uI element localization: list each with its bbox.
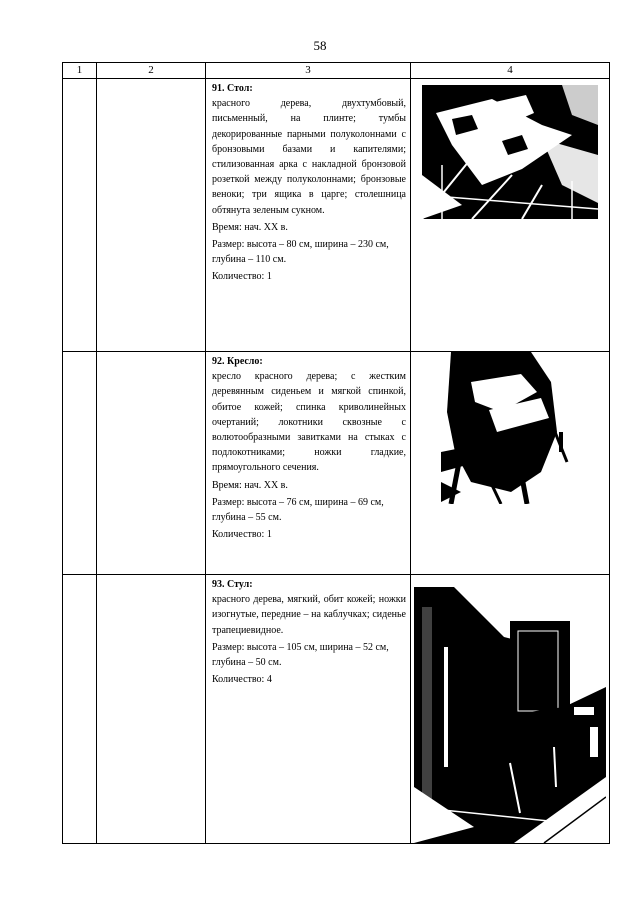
catalog-table: [62, 62, 610, 844]
item-quantity: Количество: 1: [212, 529, 272, 541]
description-cell: [206, 575, 411, 844]
item-time: Время: нач. XX в.: [212, 221, 288, 233]
item-size: Размер: высота – 105 см, ширина – 52 см, глубина – 50 см.: [212, 641, 389, 668]
item-size: Размер: высота – 76 см, ширина – 69 см, глубина – 55 см.: [212, 496, 384, 523]
armchair-photo: [441, 352, 591, 504]
cell-empty: [97, 575, 206, 844]
photo-cell: [411, 352, 610, 575]
item-title: 91. Стол:: [212, 83, 253, 94]
description-cell: [206, 79, 411, 352]
cell-number: [63, 79, 97, 352]
page-number: 58: [313, 38, 327, 53]
table-row: [63, 352, 610, 575]
item-description: красного дерева, мягкий, обит кожей; ножки изогнутые, передние – на каблучках; сиденье трапециевидное.: [212, 594, 406, 636]
column-header-1: 1: [63, 63, 97, 79]
photo-cell: [411, 575, 610, 844]
cell-empty: [97, 352, 206, 575]
item-size: Размер: высота – 80 см, ширина – 230 см, глубина – 110 см.: [212, 238, 389, 266]
column-header-4: 4: [411, 63, 610, 79]
item-title: 92. Кресло:: [212, 356, 263, 367]
item-quantity: Количество: 1: [212, 271, 272, 283]
table-row: [63, 575, 610, 844]
item-quantity: Количество: 4: [212, 674, 272, 686]
cell-number: [63, 575, 97, 844]
item-description: красного дерева, двухтумбовый, письменный, на плинте; тумбы декорированные парными полуколоннами с бронзовыми базами и капителями; стилизованная арка с накладной бронзовой розеткой между полуколоннами; бронзовые веноки; три ящика в царге; столешница обтянута зеленым сукном.: [212, 98, 406, 216]
description-cell: [206, 352, 411, 575]
column-header-3: 3: [206, 63, 411, 79]
table-row: [63, 79, 610, 352]
table-header-row: [63, 63, 610, 79]
cell-number: [63, 352, 97, 575]
item-title: 93. Стул:: [212, 579, 253, 590]
cell-empty: [97, 79, 206, 352]
item-description: кресло красного дерева; с жестким деревянным сиденьем и мягкой спинкой, обитое кожей; спинка криволинейных очертаний; локотники сквозные с волютообразными завитками на стыках с подлокотниками; ножки гладкие, прямоугольного сечения.: [212, 371, 406, 474]
column-header-2: 2: [97, 63, 206, 79]
item-time: Время: нач. XX в.: [212, 479, 288, 491]
desk-photo: [422, 85, 598, 219]
chair-photo: [414, 587, 606, 843]
photo-cell: [411, 79, 610, 352]
